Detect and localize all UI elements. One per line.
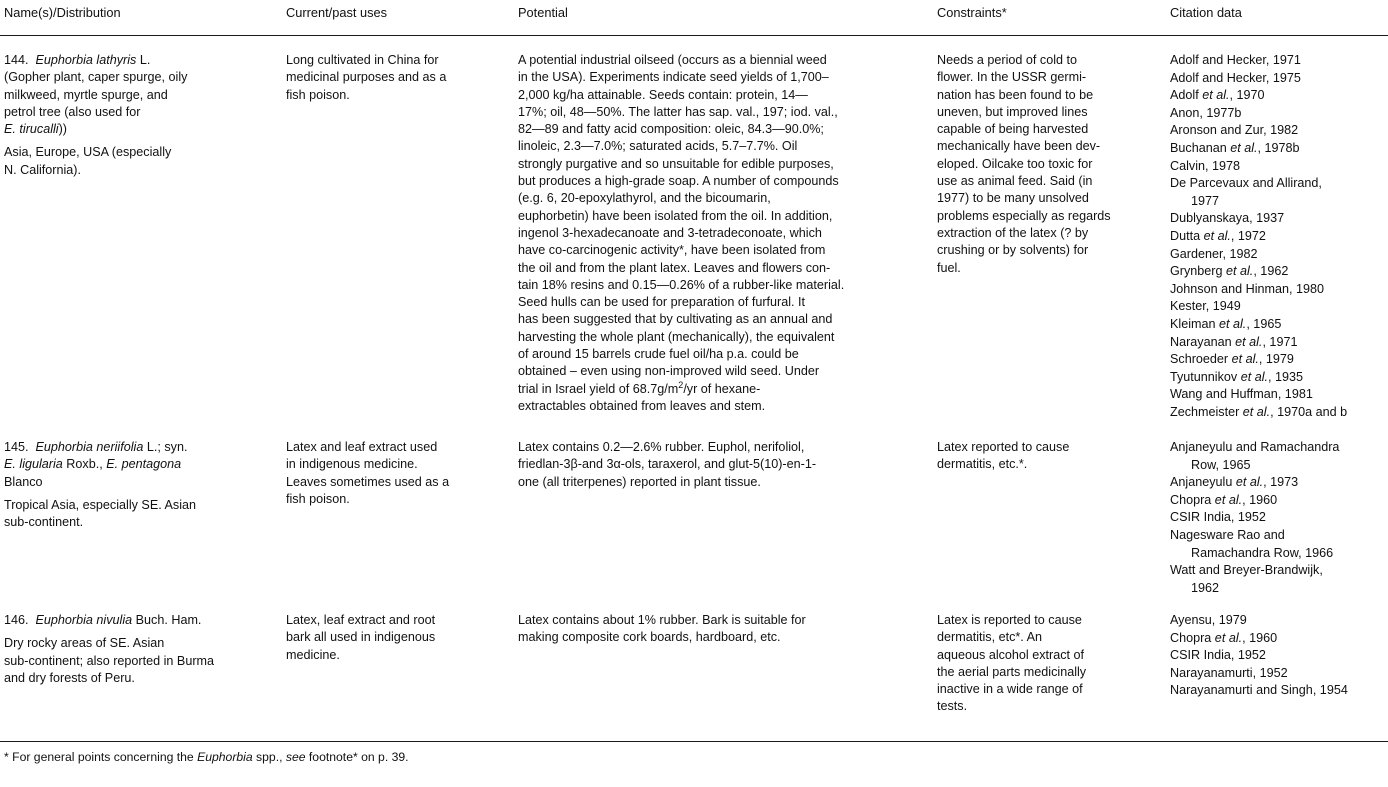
yield-unit-text: /yr of hexane- <box>683 381 761 396</box>
citation-et-al: et al. <box>1226 140 1258 155</box>
citation-year: , 1978 <box>1205 158 1241 173</box>
citation-author: CSIR India <box>1170 648 1231 663</box>
footnote-text: * For general points concerning the <box>4 750 198 764</box>
citation-year: , <box>1318 176 1322 191</box>
potential-line: tain 18% resins and 0.15—0.26% of a rubber-like material. <box>518 277 845 292</box>
citation-author: Gardener <box>1170 246 1223 261</box>
potential-line: 2,000 kg/ha attainable. Seeds contain: protein, 14— <box>518 87 808 102</box>
citation-et-al: et al. <box>1232 475 1264 490</box>
header-rule <box>0 35 1388 36</box>
potential-line: 82—89 and fatty acid composition: oleic, 84.3—90.0%; <box>518 122 824 137</box>
potential-line: A potential industrial oilseed (occurs as a biennial weed <box>518 53 827 67</box>
row-145-uses <box>286 439 449 508</box>
citation-entry <box>1170 492 1339 510</box>
citation-author: Johnson and Hinman <box>1170 281 1290 296</box>
common-names-line <box>4 121 187 138</box>
species-heading <box>4 439 196 456</box>
distribution-line: and dry forests of Peru. <box>4 670 135 685</box>
citation-author: Adolf and Hecker <box>1170 70 1266 85</box>
constraints-line: flower. In the USSR germi- <box>937 70 1087 85</box>
citation-entry <box>1170 527 1339 545</box>
citation-author: Calvin <box>1170 158 1205 173</box>
citation-year: , 1978b <box>1257 140 1300 155</box>
citation-entry <box>1170 52 1347 70</box>
header-constraints: Constraints* <box>937 5 1007 20</box>
citation-year: , 1973 <box>1263 475 1299 490</box>
constraints-line: capable of being harvested <box>937 122 1089 137</box>
citation-entry <box>1170 105 1347 123</box>
species-authority: Buch. Ham. <box>135 613 202 627</box>
citation-author: Anjaneyulu <box>1170 475 1233 490</box>
common-names-line: petrol tree (also used for <box>4 104 141 119</box>
citation-year: , 1979 <box>1211 613 1247 627</box>
row-145-citations <box>1170 439 1339 597</box>
yield-text: trial in Israel yield of 68.7g/m <box>518 381 679 396</box>
citation-entry <box>1170 404 1347 422</box>
uses-line: medicinal purposes and as a <box>286 70 447 85</box>
citation-author: Narayanamurti <box>1170 665 1253 680</box>
citation-author: Aronson and Zur <box>1170 123 1264 138</box>
citation-continuation: 1977 <box>1191 193 1220 208</box>
citation-year: , 1962 <box>1253 264 1289 279</box>
potential-line: euphorbetin) have been isolated from the oil. In addition, <box>518 208 833 223</box>
citation-et-al: et al. <box>1198 88 1230 103</box>
constraints-line: uneven, but improved lines <box>937 104 1088 119</box>
citation-entry <box>1170 316 1347 334</box>
distribution-line: N. California). <box>4 162 81 177</box>
citation-entry <box>1170 386 1347 404</box>
citation-year: , 1980 <box>1289 281 1325 296</box>
citation-year: , 1979 <box>1258 352 1294 367</box>
citation-entry <box>1170 175 1347 193</box>
citation-year: , 1954 <box>1312 683 1348 698</box>
synonym-authority: Blanco <box>4 474 43 489</box>
citation-author: Watt and Breyer-Brandwijk <box>1170 563 1320 578</box>
citation-entry <box>1170 210 1347 228</box>
citation-year: , 1935 <box>1268 369 1304 384</box>
potential-line: Latex contains 0.2—2.6% rubber. Euphol, nerifoliol, <box>518 440 805 454</box>
header-potential: Potential <box>518 5 568 20</box>
potential-line: friedlan-3β-and 3α-ols, taraxerol, and glut-5(10)-en-1- <box>518 457 817 472</box>
citation-continuation: Row, 1965 <box>1191 457 1251 472</box>
citation-year: , 1970 <box>1229 88 1265 103</box>
species-name: Euphorbia nivulia <box>35 613 133 627</box>
bracket-close: )) <box>58 122 67 137</box>
citation-year: , 1982 <box>1222 246 1258 261</box>
row-146-citations <box>1170 612 1348 700</box>
potential-line: strongly purgative and so unsuitable for edible purposes, <box>518 156 834 171</box>
uses-line: Latex and leaf extract used <box>286 440 438 454</box>
constraints-line: eloped. Oilcake too toxic for <box>937 156 1093 171</box>
synonym-species: E. tirucalli <box>4 122 59 137</box>
citation-author: Dublyanskaya <box>1170 211 1250 226</box>
citation-year: , 1960 <box>1242 630 1278 645</box>
potential-line: harvesting the whole plant (mechanically), the equivalent <box>518 329 835 344</box>
citation-entry <box>1170 630 1348 648</box>
common-names-line: (Gopher plant, caper spurge, oily <box>4 70 188 85</box>
synonym-authority: Roxb., <box>62 457 107 472</box>
citation-et-al: et al. <box>1237 369 1269 384</box>
citation-author: Kester <box>1170 299 1206 314</box>
constraints-line: Latex is reported to cause <box>937 613 1082 627</box>
row-145-name-distribution <box>4 439 196 531</box>
species-heading <box>4 612 214 629</box>
potential-line: ingenol 3-hexadecanoate and 3-tetradeconoate, which <box>518 225 822 240</box>
citation-entry <box>1170 369 1347 387</box>
constraints-line: dermatitis, etc*. An <box>937 630 1042 645</box>
citation-et-al: et al. <box>1239 404 1271 419</box>
citation-year: , 1952 <box>1230 648 1266 663</box>
footnote-genus: Euphorbia <box>197 750 253 764</box>
potential-line: one (all triterpenes) reported in plant tissue. <box>518 474 761 489</box>
header-citation-data: Citation data <box>1170 5 1242 20</box>
constraints-line: extraction of the latex (? by <box>937 225 1089 240</box>
header-name-distribution: Name(s)/Distribution <box>4 5 121 20</box>
potential-line: has been suggested that by cultivating as an annual and <box>518 312 833 327</box>
constraints-line: aqueous alcohol extract of <box>937 647 1085 662</box>
citation-et-al: et al. <box>1228 352 1259 367</box>
constraints-line: 1977) to be many unsolved <box>937 191 1089 206</box>
potential-line-yield <box>518 381 844 398</box>
uses-line: medicine. <box>286 647 340 662</box>
citation-year: , 1970a and b <box>1270 404 1348 419</box>
constraints-line: problems especially as regards <box>937 208 1111 223</box>
potential-line: of around 15 barrels crude fuel oil/ha p.a. could be <box>518 347 799 362</box>
citation-author: Tyutunnikov <box>1170 369 1238 384</box>
row-146-name-distribution <box>4 612 214 687</box>
potential-line: extractables obtained from leaves and stem. <box>518 398 766 413</box>
citation-author: Dutta <box>1170 228 1201 243</box>
table-header-row <box>0 5 1388 25</box>
constraints-line: tests. <box>937 699 968 714</box>
citation-et-al: et al. <box>1215 316 1247 331</box>
uses-line: fish poison. <box>286 87 350 102</box>
constraints-line: fuel. <box>937 260 961 275</box>
citation-author: Narayanan <box>1170 334 1232 349</box>
citation-author: De Parcevaux and Allirand <box>1170 176 1319 191</box>
row-144-potential <box>518 52 844 415</box>
citation-year: , <box>1319 563 1323 578</box>
synonym-species: E. pentagona <box>106 457 182 472</box>
citation-et-al: et al. <box>1231 334 1263 349</box>
row-144-name-distribution <box>4 52 187 179</box>
row-144-uses <box>286 52 446 104</box>
distribution-line: Asia, Europe, USA (especially <box>4 145 172 160</box>
citation-year: , 1975 <box>1265 70 1301 85</box>
citation-entry <box>1170 87 1347 105</box>
potential-line: making composite cork boards, hardboard, etc. <box>518 630 781 645</box>
row-145-constraints <box>937 439 1069 474</box>
constraints-line: Needs a period of cold to <box>937 53 1078 67</box>
citation-et-al: et al. <box>1200 228 1231 243</box>
potential-line: Seed hulls can be used for preparation of furfural. It <box>518 295 806 310</box>
species-authority: L. <box>139 53 151 67</box>
constraints-line: inactive in a wide range of <box>937 682 1083 697</box>
constraints-line: nation has been found to be <box>937 87 1094 102</box>
potential-line: (e.g. 6, 20-epoxylathyrol, and the bicoumarin, <box>518 191 771 206</box>
common-names-line: milkweed, myrtle spurge, and <box>4 87 168 102</box>
citation-author: Adolf <box>1170 88 1199 103</box>
citation-entry <box>1170 281 1347 299</box>
citation-entry <box>1170 263 1347 281</box>
header-current-past-uses: Current/past uses <box>286 5 388 20</box>
uses-line: Long cultivated in China for <box>286 53 439 67</box>
citation-entry <box>1170 612 1348 630</box>
citation-year: , 1981 <box>1277 387 1313 402</box>
citation-year: , 1965 <box>1246 316 1282 331</box>
footnote-rule <box>0 741 1388 742</box>
uses-line: bark all used in indigenous <box>286 630 436 645</box>
citation-author: Nagesware Rao and <box>1170 527 1285 542</box>
potential-line: but produces a high-grade soap. A number of compounds <box>518 174 839 189</box>
citation-author: Buchanan <box>1170 140 1227 155</box>
citation-author: CSIR India <box>1170 510 1231 525</box>
citation-author: Schroeder <box>1170 352 1229 367</box>
citation-author: Zechmeister <box>1170 404 1240 419</box>
citation-entry <box>1170 647 1348 665</box>
entry-number: 144. <box>4 53 29 67</box>
constraints-line: Latex reported to cause <box>937 440 1070 454</box>
citation-entry <box>1170 562 1339 580</box>
citation-entry <box>1170 70 1347 88</box>
entry-number: 146. <box>4 613 29 627</box>
citation-entry <box>1170 474 1339 492</box>
citation-year: , 1982 <box>1263 123 1299 138</box>
species-heading <box>4 52 187 69</box>
citation-entry <box>1170 246 1347 264</box>
citation-entry <box>1170 298 1347 316</box>
citation-entry <box>1170 140 1347 158</box>
constraints-line: use as animal feed. Said (in <box>937 174 1093 189</box>
citation-entry <box>1170 665 1348 683</box>
citation-et-al: et al. <box>1222 264 1254 279</box>
constraints-line: mechanically have been dev- <box>937 139 1101 154</box>
citation-author: Anjaneyulu and Ramachandra <box>1170 440 1340 454</box>
footnote-text: footnote* on p. 39. <box>305 750 409 764</box>
citation-year: , 1949 <box>1205 299 1241 314</box>
citation-author: Chopra <box>1170 630 1212 645</box>
potential-line: the oil and from the plant latex. Leaves and flowers con- <box>518 260 831 275</box>
citation-author: Adolf and Hecker <box>1170 53 1266 67</box>
citation-continuation: Ramachandra Row, 1966 <box>1191 545 1334 560</box>
distribution-line: Tropical Asia, especially SE. Asian <box>4 497 197 512</box>
footnote <box>4 750 409 764</box>
row-145-potential <box>518 439 816 491</box>
citation-year: , 1952 <box>1252 665 1288 680</box>
species-name: Euphorbia lathyris <box>35 53 137 67</box>
footnote-text: spp., <box>252 750 286 764</box>
citation-entry <box>1170 334 1347 352</box>
potential-line: linoleic, 2.3—7.0%; saturated acids, 5.7–7.7%. Oil <box>518 139 798 154</box>
uses-line: Latex, leaf extract and root <box>286 613 436 627</box>
citation-year: , 1960 <box>1242 492 1278 507</box>
citation-year: , 1971 <box>1262 334 1298 349</box>
distribution-line: sub-continent. <box>4 515 84 530</box>
citation-entry <box>1170 351 1347 369</box>
potential-line: Latex contains about 1% rubber. Bark is suitable for <box>518 613 806 627</box>
citation-year: , 1977b <box>1199 105 1242 120</box>
uses-line: fish poison. <box>286 491 350 506</box>
citation-entry <box>1170 509 1339 527</box>
citation-author: Ayensu <box>1170 613 1212 627</box>
citation-entry <box>1170 228 1347 246</box>
uses-line: Leaves sometimes used as a <box>286 474 450 489</box>
citation-year: , 1972 <box>1230 228 1266 243</box>
entry-number: 145. <box>4 440 29 454</box>
citation-author: Anon <box>1170 105 1200 120</box>
citation-continuation: 1962 <box>1191 580 1220 595</box>
row-144-constraints <box>937 52 1111 277</box>
uses-line: in indigenous medicine. <box>286 457 418 472</box>
citation-author: Chopra <box>1170 492 1212 507</box>
superscript: 2 <box>678 379 684 390</box>
citation-author: Wang and Huffman <box>1170 387 1278 402</box>
citation-entry <box>1170 682 1348 700</box>
citation-entry <box>1170 158 1347 176</box>
constraints-line: the aerial parts medicinally <box>937 664 1087 679</box>
potential-line: 17%; oil, 48—50%. The latter has sap. val., 197; iod. val., <box>518 104 838 119</box>
potential-line: in the USA). Experiments indicate seed yields of 1,700– <box>518 70 829 85</box>
species-name: Euphorbia neriifolia <box>35 440 144 454</box>
citation-year: , 1952 <box>1230 510 1266 525</box>
constraints-line: dermatitis, etc.*. <box>937 457 1028 472</box>
potential-line: have co-carcinogenic activity*, have been isolated from <box>518 243 826 258</box>
citation-et-al: et al. <box>1211 630 1243 645</box>
distribution-line: Dry rocky areas of SE. Asian <box>4 636 165 651</box>
row-146-potential <box>518 612 806 647</box>
synonyms-line <box>4 456 196 473</box>
citation-author: Grynberg <box>1170 264 1223 279</box>
row-146-constraints <box>937 612 1086 716</box>
citation-year: , 1971 <box>1265 53 1301 67</box>
potential-line: obtained – even using non-improved wild seed. Under <box>518 364 820 379</box>
citation-entry <box>1170 439 1339 457</box>
footnote-see: see <box>285 750 306 764</box>
citation-entry <box>1170 122 1347 140</box>
citation-year: , 1937 <box>1249 211 1285 226</box>
citation-author: Narayanamurti and Singh <box>1170 683 1313 698</box>
citation-author: Kleiman <box>1170 316 1216 331</box>
row-144-citations <box>1170 52 1347 421</box>
distribution-line: sub-continent; also reported in Burma <box>4 653 215 668</box>
synonym-species: E. ligularia <box>4 457 63 472</box>
row-146-uses <box>286 612 435 664</box>
species-authority: L.; syn. <box>146 440 188 454</box>
constraints-line: crushing or by solvents) for <box>937 243 1089 258</box>
citation-et-al: et al. <box>1211 492 1243 507</box>
